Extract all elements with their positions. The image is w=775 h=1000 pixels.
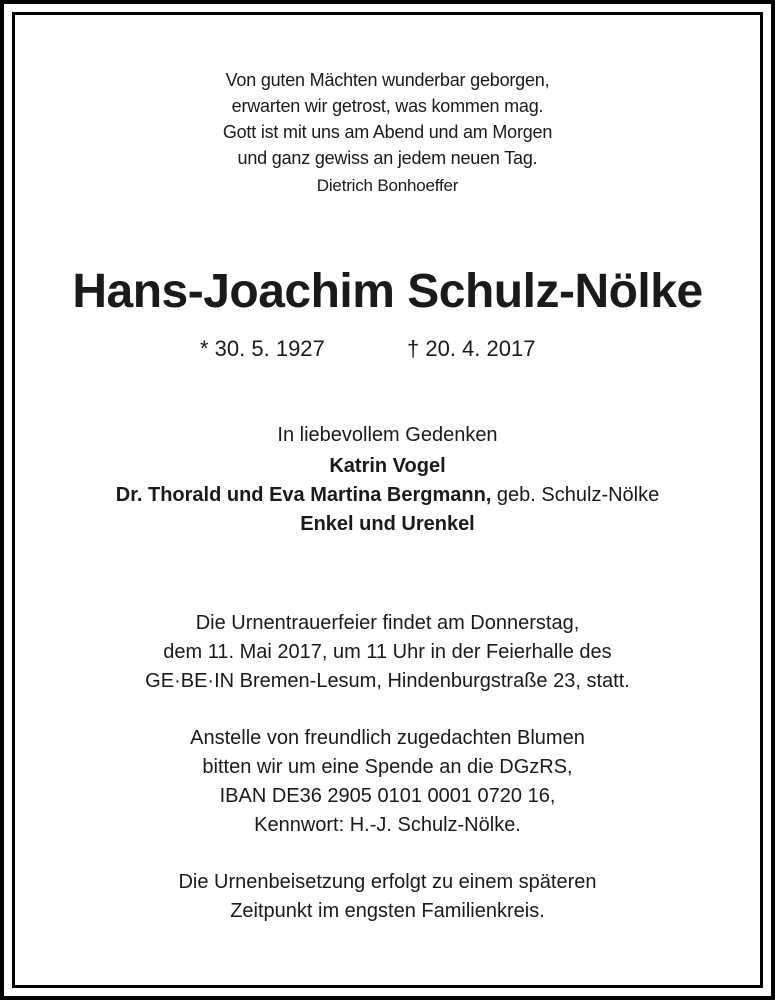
mourner-row	[0, 481, 775, 510]
mourner-maiden-name: geb. Schulz-Nölke	[491, 484, 660, 506]
mourner-name: Enkel und Urenkel	[300, 513, 475, 535]
burial-line: Zeitpunkt im engsten Familienkreis.	[230, 900, 545, 922]
poem-line: Von guten Mächten wunderbar geborgen,	[225, 70, 550, 90]
burial-line: Die Urnenbeisetzung erfolgt zu einem späteren	[178, 871, 597, 893]
deceased-name: Hans-Joachim Schulz-Nölke	[72, 265, 703, 318]
ceremony-line: Die Urnentrauerfeier findet am Donnerstag,	[195, 612, 580, 634]
mourners-intro: In liebevollem Gedenken	[277, 424, 498, 446]
donation-keyword: Kennwort: H.-J. Schulz-Nölke.	[254, 814, 521, 836]
mourner-name: Dr. Thorald und Eva Martina Bergmann,	[115, 484, 492, 506]
ceremony-paragraph	[0, 609, 775, 696]
mourner-row	[0, 452, 775, 481]
donation-iban: IBAN DE36 2905 0101 0001 0720 16,	[219, 785, 556, 807]
donation-paragraph	[0, 724, 775, 840]
poem-line: erwarten wir getrost, was kommen mag.	[231, 96, 544, 116]
donation-line: Anstelle von freundlich zugedachten Blumen	[190, 727, 585, 749]
mourner-name: Katrin Vogel	[329, 455, 446, 477]
ceremony-line: GE·BE·IN Bremen-Lesum, Hindenburgstraße 23, statt.	[145, 670, 630, 692]
mourners-block	[0, 420, 775, 539]
donation-line: bitten wir um eine Spende an die DGzRS,	[202, 756, 573, 778]
poem-block	[0, 67, 775, 199]
burial-paragraph	[0, 868, 775, 926]
poem-line: Gott ist mit uns am Abend und am Morgen	[222, 122, 553, 142]
birth-date: * 30. 5. 1927	[200, 336, 325, 361]
poem-line: und ganz gewiss an jedem neuen Tag.	[237, 148, 538, 168]
ceremony-line: dem 11. Mai 2017, um 11 Uhr in der Feierhalle des	[163, 641, 612, 663]
mourner-row	[0, 510, 775, 539]
poem-author: Dietrich Bonhoeffer	[316, 176, 459, 195]
death-date: † 20. 4. 2017	[407, 336, 536, 361]
